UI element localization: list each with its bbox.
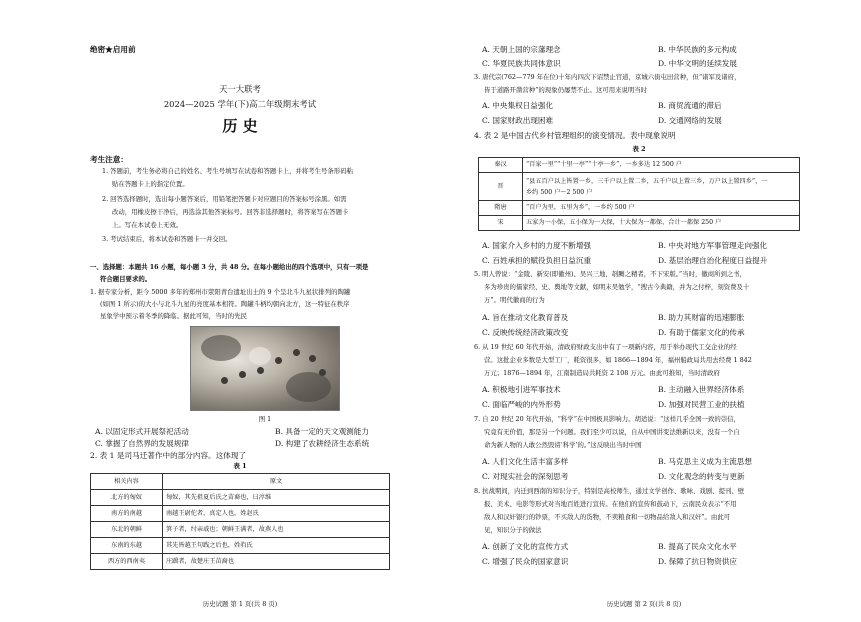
q7-option-b: B. 马克思主义成为主流思想 bbox=[658, 457, 752, 466]
q3-option-a: A. 中央集权日益强化 bbox=[482, 101, 554, 110]
table-row bbox=[91, 554, 390, 570]
q8-line: 敌人和汉奸银行的钞票，不买敌人的货物，不卖粮食和一切物品给敌人和汉奸”。由此可 bbox=[484, 513, 731, 521]
q5-line: 万”。明代徽商的行为 bbox=[484, 296, 545, 304]
table-row bbox=[91, 522, 390, 538]
q1-line: 1. 据专家分析，距今 5000 多年的郑州市荥阳青台遗址出土的 9 个呈北斗九星状排列的陶罐 bbox=[90, 288, 351, 296]
table-row bbox=[91, 490, 390, 506]
exam-org: 天一大联考 bbox=[219, 84, 261, 94]
notice-line: 贴在答题卡上的指定位置。 bbox=[112, 180, 189, 188]
q5-option-d: D. 有助于儒家文化的传承 bbox=[658, 328, 745, 337]
q4-option-a: A. 国家介入乡村的力度不断增强 bbox=[482, 241, 592, 250]
page-2 bbox=[430, 0, 860, 622]
page-1 bbox=[0, 0, 430, 622]
table1-cell: 箕子者，纣亲戚也；朝鲜王满者，故燕人也 bbox=[163, 522, 390, 538]
q6-option-c: C. 面临严峻的内外形势 bbox=[482, 400, 561, 409]
q1-option-b: B. 具备一定的天文观测能力 bbox=[275, 427, 369, 436]
q6-line: 万元；1876—1894 年，江南制造局共耗资 2 108 万元。由此可推知，当时清政府 bbox=[484, 369, 720, 377]
q4-option-d: D. 基层治理自治化程度日益提升 bbox=[658, 256, 768, 265]
q1-line: 星象学中预示着冬季的降临。据此可知，当时的先民 bbox=[100, 312, 247, 320]
pottery-photo bbox=[190, 326, 340, 411]
table1-cell: 西方的西南夷 bbox=[91, 554, 163, 570]
q6-option-b: B. 主动融入世界经济体系 bbox=[658, 385, 745, 394]
table2-cell: 宋 bbox=[479, 216, 523, 231]
q5-line: 5. 明人曾说：“金陵、新安(即徽州)、吴兴三地，剞劂之精者，不下宋版。”当时，徽商所到之书， bbox=[474, 270, 747, 278]
notice-line: 3. 考试结束后，将本试卷和答题卡一并交回。 bbox=[102, 235, 232, 243]
table-row bbox=[479, 158, 800, 173]
q4-stem: 4. 表 2 是中国古代乡村管理组织的演变情况。表中现象说明 bbox=[474, 131, 676, 140]
q5-option-b: B. 助力其财富的迅速膨胀 bbox=[658, 313, 745, 322]
q6-option-a: A. 积极地引进军事技术 bbox=[482, 385, 561, 394]
q3-option-d: D. 交通网络的发展 bbox=[658, 116, 722, 125]
exam-title: 2024—2025 学年(下)高二年级期末考试 bbox=[163, 99, 317, 109]
q3-line: 皆于道路开凿营种”的现象仍屡禁不止。这可用来说明当时 bbox=[484, 86, 648, 94]
page-footer: 历史试题 第 2 页(共 8 页) bbox=[606, 600, 682, 608]
confidential-mark: 绝密★启用前 bbox=[90, 45, 136, 54]
section-title-cont: 符合题目要求的。 bbox=[100, 275, 152, 283]
table2-cell: 秦汉 bbox=[479, 158, 523, 173]
table-row bbox=[91, 506, 390, 522]
table-2 bbox=[478, 157, 800, 231]
q7-option-a: A. 人们文化生活丰富多样 bbox=[482, 457, 569, 466]
table1-header: 相关内容 bbox=[91, 474, 163, 490]
q1-option-a: A. 以固定形式开展祭祀活动 bbox=[95, 427, 189, 436]
q7-option-c: C. 对现实社会的深刻思考 bbox=[482, 472, 569, 481]
q3-line: 3. 唐代宗(762—779 年在位)十年内四次下诏禁止官道，京城六街屯田营种，但“诸军及诸府， bbox=[474, 73, 741, 81]
q3-option-c: C. 国家财政出现困难 bbox=[482, 116, 554, 125]
table1-cell: 东北的朝鲜 bbox=[91, 522, 163, 538]
q2-option-c: C. 华夏民族共同体意识 bbox=[482, 59, 561, 68]
q6-option-d: D. 加强对民营工业的扶植 bbox=[658, 400, 745, 409]
table2-cell bbox=[523, 173, 800, 201]
notice-line: 改动，用橡皮擦干净后，再选涂其他答案标号。回答非选择题时，将答案写在答题卡 bbox=[112, 208, 349, 216]
subject-title: 历 史 bbox=[222, 117, 258, 135]
q1-line: (如图 1 所示)的大小与北斗九星的亮度基本相符。陶罐斗柄均朝向北方，这一特征在秩序 bbox=[100, 300, 350, 308]
q6-line: 营。这批企业多数是大型工厂，耗资很多，如 1866—1894 年，福州船政局共用去经费 1 842 bbox=[484, 356, 752, 364]
table1-cell: 南方的南越 bbox=[91, 506, 163, 522]
notice-title: 考生注意： bbox=[90, 155, 128, 164]
table-row bbox=[479, 216, 800, 231]
q2-option-d: D. 中华文明的延续发展 bbox=[658, 59, 737, 68]
table-row bbox=[479, 201, 800, 216]
q8-option-d: D. 保障了抗日物资供应 bbox=[658, 557, 737, 566]
table2-cell: “百户为里，五里为乡”，一乡约 500 户 bbox=[523, 201, 800, 216]
q8-line: 8. 抗战期间，内迁到西南的知识分子，特别是高校师生，通过文学创作、歌咏、戏剧、提刊、壁 bbox=[474, 487, 745, 495]
q1-option-c: C. 掌握了自然界的发展规律 bbox=[95, 439, 189, 448]
q4-option-c: C. 百姓承担的赋役负担日益沉重 bbox=[482, 256, 592, 265]
page-footer: 历史试题 第 1 页(共 8 页) bbox=[202, 600, 278, 608]
q7-option-d: D. 文化观念的转变与更新 bbox=[658, 472, 745, 481]
q7-line: 究竟有无价值，那是另一个问题。我们至少可以说，自从中国讲变法维新以来，没有一个自 bbox=[484, 428, 740, 436]
q1-option-d: D. 构建了农耕经济生态系统 bbox=[275, 439, 370, 448]
q5-line: 多为珍贵的儒家经、史、舆地等文献，如明末吴勉学，“搜古今典籍，并为之付梓，刻资费及十 bbox=[484, 283, 750, 291]
q8-line: 见，知识分子的做法 bbox=[484, 526, 542, 534]
table2-cell: 五家为一小保，五小保为一大保，十大保为一都保，合计一都保 250 户 bbox=[523, 216, 800, 231]
table1-cell: 其先皆越王句践之后也，姓驺氏 bbox=[163, 538, 390, 554]
figure-caption: 图 1 bbox=[258, 415, 272, 423]
table-1 bbox=[90, 473, 390, 570]
q8-option-a: A. 创新了文化的宣传方式 bbox=[482, 542, 569, 551]
q2-option-a: A. 天朝上国的宗藩理念 bbox=[482, 45, 561, 54]
q5-option-a: A. 旨在推动文化教育普及 bbox=[482, 313, 569, 322]
notice-line: 2. 回答选择题时，选出每小题答案后，用铅笔把答题卡对应题目的答案标号涂黑。如需 bbox=[102, 195, 347, 203]
table1-cell: 匈奴，其先祖夏后氏之苗裔也，曰淳维 bbox=[163, 490, 390, 506]
q2-stem: 2. 表 1 是司马迁著作中的部分内容。这体现了 bbox=[90, 451, 247, 460]
q2-option-b: B. 中华民族的多元构成 bbox=[658, 45, 737, 54]
table1-cell: 北方的匈奴 bbox=[91, 490, 163, 506]
table2-cell: “百家一里”“十里一亭”“十亭一乡”，一乡多达 12 500 户 bbox=[523, 158, 800, 173]
table-row bbox=[91, 538, 390, 554]
table2-cell: 隋唐 bbox=[479, 201, 523, 216]
q4-option-b: B. 中央对地方军事管理走向强化 bbox=[658, 241, 768, 250]
table2-cell-line: 乡约 500 户～2 500 户 bbox=[526, 188, 593, 196]
table2-title: 表 2 bbox=[632, 145, 646, 153]
q6-line: 6. 从 19 世纪 60 年代开始，清政府财政支出中有了一项新内容，用于举办现代工交企业的经 bbox=[474, 343, 737, 351]
q8-option-c: C. 增强了民众的国家意识 bbox=[482, 557, 569, 566]
table2-cell-line: “县五百户以上皆置一乡，三千户以上置二乡，五千户以上置三乡，万户以上置四乡”，一 bbox=[526, 177, 768, 185]
q5-option-c: C. 反映传统经济政策改变 bbox=[482, 328, 569, 337]
notice-line: 上。写在本试卷上无效。 bbox=[112, 221, 183, 229]
q7-line: 7. 自 20 世纪 20 年代开始，“科学”在中国极具影响力。胡适说：“这样几乎全国一致的崇信， bbox=[474, 415, 740, 423]
section-title: 一、选择题：本题共 16 小题，每小题 3 分，共 48 分。在每小题给出的四个选项中，只有一项是 bbox=[90, 263, 369, 271]
q8-option-b: B. 提高了民众文化水平 bbox=[658, 542, 737, 551]
table1-cell: 庄蹻者，故楚庄王苗裔也 bbox=[163, 554, 390, 570]
table1-title: 表 1 bbox=[233, 462, 247, 470]
table1-cell: 东南的东越 bbox=[91, 538, 163, 554]
notice-line: 1. 答题前，考生务必将自己的姓名、考生号填写在试卷和答题卡上，并将考生号条形码粘 bbox=[102, 167, 353, 175]
table1-header: 原文 bbox=[163, 474, 390, 490]
table2-cell: 晋 bbox=[479, 173, 523, 201]
q7-line: 命为新人物的人敢公然毁谤‘科学’的。”这反映出当时中国 bbox=[484, 441, 642, 449]
q3-option-b: B. 商贸流通的滞后 bbox=[658, 101, 722, 110]
table-row bbox=[479, 173, 800, 201]
q8-line: 报、美术、电影等形式对当地百姓进行宣传。在他们的宣传和鼓动下，云南民众表示“不用 bbox=[484, 500, 737, 508]
table1-cell: 南越王尉佗者，真定人也，姓赵氏 bbox=[163, 506, 390, 522]
